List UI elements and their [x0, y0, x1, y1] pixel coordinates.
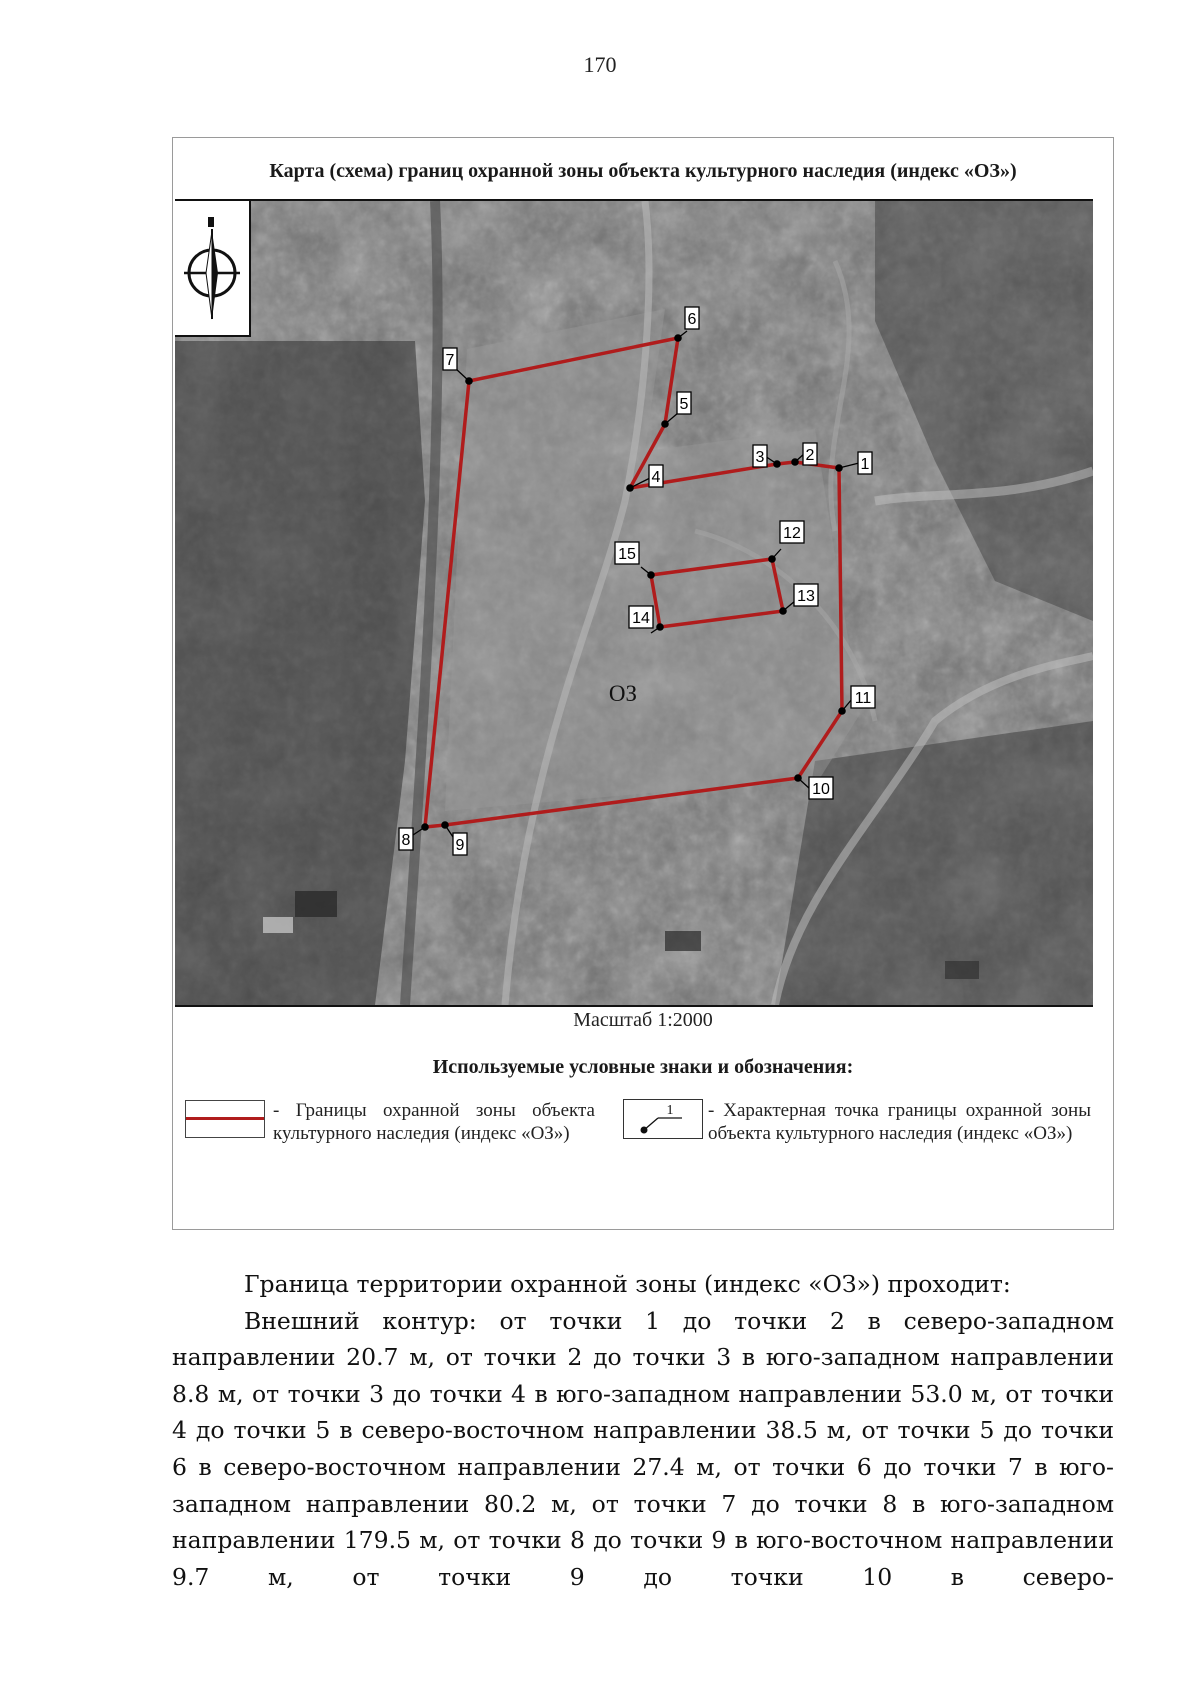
point-label-4: 4 — [651, 469, 661, 486]
legend-point-text: - Характерная точка границы охранной зоны объекта культурного наследия (индекс «ОЗ») — [708, 1100, 1091, 1144]
page-number: 170 — [583, 52, 617, 77]
point-label-7: 7 — [445, 352, 455, 369]
map-title: Карта (схема) границ охранной зоны объекта культурного наследия (индекс «ОЗ») — [269, 160, 1017, 182]
point-label-15: 15 — [618, 546, 636, 563]
legend-point-swatch — [623, 1099, 703, 1139]
body-text — [172, 1266, 1114, 1595]
point-label-3: 3 — [755, 449, 765, 466]
legend-boundary-line-swatch — [185, 1100, 265, 1138]
map-figure — [172, 137, 1114, 1230]
point-label-6: 6 — [687, 311, 697, 328]
point-label-2: 2 — [805, 447, 815, 464]
aerial-map-graphic — [175, 201, 1093, 1005]
point-label-12: 12 — [783, 525, 801, 542]
compass-icon — [175, 201, 249, 335]
point-label-10: 10 — [812, 781, 830, 798]
legend-boundary-text: - Границы охранной зоны объекта культурного наследия (индекс «ОЗ») — [273, 1100, 595, 1144]
point-label-9: 9 — [455, 837, 465, 854]
paragraph-outer-contour: Внешний контур: от точки 1 до точки 2 в северо-западном направлении 20.7 м, от точки 2 до точки 3 в юго-западном направлении 8.8 м, от точки 3 до точки 4 в юго-западном направлении 53.0 м, от точки 4 до точки 5 в северо-восточном направлении 38.5 м, от точки 5 до точки 6 в северо-восточном направлении 27.4 м, от точки 6 до точки 7 в юго-западном направлении 80.2 м, от точки 7 до точки 8 в юго-западном направлении 179.5 м, от точки 8 до точки 9 в юго-восточном направлении 9.7 м, от точки 9 до точки 10 в северо- — [172, 1306, 1114, 1591]
legend-point-number: 1 — [666, 1103, 674, 1118]
point-label-1: 1 — [860, 456, 870, 473]
north-arrow-compass — [175, 201, 251, 337]
map-scale: Масштаб 1:2000 — [573, 1009, 713, 1031]
aerial-map — [175, 199, 1093, 1007]
zone-label: ОЗ — [608, 681, 638, 706]
legend-title: Используемые условные знаки и обозначения: — [432, 1056, 854, 1078]
paragraph-intro: Граница территории охранной зоны (индекс «ОЗ») проходит: — [244, 1270, 1011, 1298]
point-label-14: 14 — [632, 610, 650, 627]
legend-point-icon — [624, 1100, 702, 1138]
point-label-8: 8 — [401, 832, 411, 849]
point-label-5: 5 — [679, 396, 689, 413]
point-label-13: 13 — [797, 588, 815, 605]
point-label-11: 11 — [854, 690, 872, 707]
